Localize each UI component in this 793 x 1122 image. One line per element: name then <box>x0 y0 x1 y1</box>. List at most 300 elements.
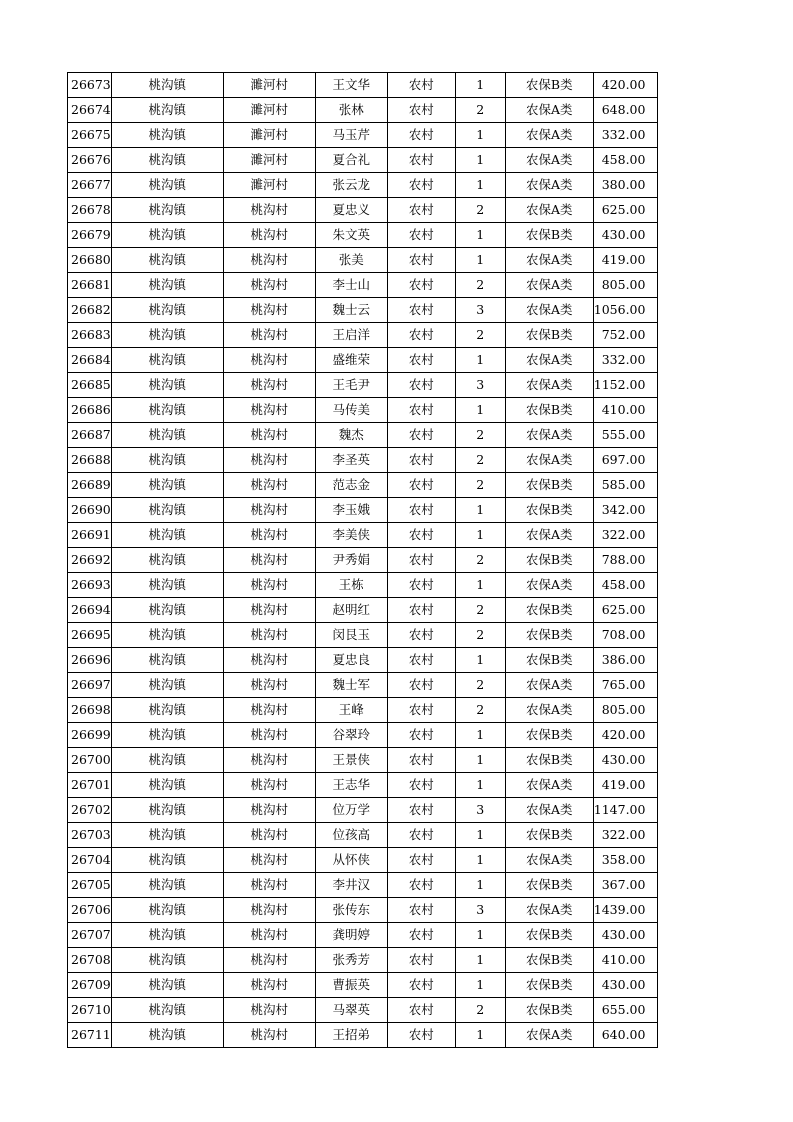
town-cell: 桃沟镇 <box>111 448 223 473</box>
category-cell: 农保A类 <box>505 573 593 598</box>
table-row <box>68 1023 658 1048</box>
record-id-cell: 26694 <box>68 598 112 623</box>
village-cell: 桃沟村 <box>223 623 315 648</box>
village-cell: 桃沟村 <box>223 548 315 573</box>
type-cell: 农村 <box>387 898 455 923</box>
table-row <box>68 73 658 98</box>
name-cell: 张传东 <box>315 898 387 923</box>
category-cell: 农保A类 <box>505 523 593 548</box>
record-id-cell: 26679 <box>68 223 112 248</box>
count-cell: 1 <box>455 848 505 873</box>
table-row <box>68 948 658 973</box>
count-cell: 2 <box>455 598 505 623</box>
record-id-cell: 26704 <box>68 848 112 873</box>
village-cell: 桃沟村 <box>223 823 315 848</box>
village-cell: 桃沟村 <box>223 598 315 623</box>
table-row <box>68 423 658 448</box>
name-cell: 曹振英 <box>315 973 387 998</box>
category-cell: 农保A类 <box>505 373 593 398</box>
record-id-cell: 26696 <box>68 648 112 673</box>
amount-cell: 648.00 <box>593 98 658 123</box>
type-cell: 农村 <box>387 323 455 348</box>
record-id-cell: 26705 <box>68 873 112 898</box>
category-cell: 农保A类 <box>505 898 593 923</box>
category-cell: 农保A类 <box>505 673 593 698</box>
type-cell: 农村 <box>387 473 455 498</box>
count-cell: 1 <box>455 173 505 198</box>
name-cell: 从怀侠 <box>315 848 387 873</box>
village-cell: 桃沟村 <box>223 423 315 448</box>
category-cell: 农保B类 <box>505 723 593 748</box>
type-cell: 农村 <box>387 148 455 173</box>
table-row <box>68 673 658 698</box>
table-row <box>68 98 658 123</box>
count-cell: 1 <box>455 748 505 773</box>
record-id-cell: 26673 <box>68 73 112 98</box>
village-cell: 桃沟村 <box>223 948 315 973</box>
village-cell: 桃沟村 <box>223 748 315 773</box>
table-row <box>68 598 658 623</box>
count-cell: 1 <box>455 73 505 98</box>
town-cell: 桃沟镇 <box>111 298 223 323</box>
name-cell: 魏士云 <box>315 298 387 323</box>
amount-cell: 805.00 <box>593 273 658 298</box>
village-cell: 桃沟村 <box>223 923 315 948</box>
table-row <box>68 323 658 348</box>
record-id-cell: 26676 <box>68 148 112 173</box>
village-cell: 桃沟村 <box>223 498 315 523</box>
count-cell: 1 <box>455 648 505 673</box>
amount-cell: 625.00 <box>593 198 658 223</box>
count-cell: 1 <box>455 823 505 848</box>
town-cell: 桃沟镇 <box>111 223 223 248</box>
village-cell: 桃沟村 <box>223 373 315 398</box>
town-cell: 桃沟镇 <box>111 173 223 198</box>
record-id-cell: 26707 <box>68 923 112 948</box>
type-cell: 农村 <box>387 773 455 798</box>
record-id-cell: 26700 <box>68 748 112 773</box>
record-id-cell: 26695 <box>68 623 112 648</box>
town-cell: 桃沟镇 <box>111 148 223 173</box>
town-cell: 桃沟镇 <box>111 898 223 923</box>
count-cell: 2 <box>455 423 505 448</box>
category-cell: 农保B类 <box>505 498 593 523</box>
village-cell: 桃沟村 <box>223 1023 315 1048</box>
category-cell: 农保B类 <box>505 823 593 848</box>
record-id-cell: 26708 <box>68 948 112 973</box>
village-cell: 桃沟村 <box>223 798 315 823</box>
record-id-cell: 26697 <box>68 673 112 698</box>
table-row <box>68 498 658 523</box>
town-cell: 桃沟镇 <box>111 523 223 548</box>
count-cell: 1 <box>455 123 505 148</box>
count-cell: 1 <box>455 148 505 173</box>
category-cell: 农保B类 <box>505 323 593 348</box>
category-cell: 农保A类 <box>505 123 593 148</box>
count-cell: 1 <box>455 873 505 898</box>
record-id-cell: 26699 <box>68 723 112 748</box>
town-cell: 桃沟镇 <box>111 1023 223 1048</box>
table-row <box>68 823 658 848</box>
record-id-cell: 26681 <box>68 273 112 298</box>
type-cell: 农村 <box>387 348 455 373</box>
amount-cell: 458.00 <box>593 573 658 598</box>
count-cell: 1 <box>455 523 505 548</box>
name-cell: 朱文英 <box>315 223 387 248</box>
town-cell: 桃沟镇 <box>111 873 223 898</box>
record-id-cell: 26686 <box>68 398 112 423</box>
amount-cell: 625.00 <box>593 598 658 623</box>
amount-cell: 410.00 <box>593 398 658 423</box>
table-row <box>68 123 658 148</box>
record-id-cell: 26684 <box>68 348 112 373</box>
town-cell: 桃沟镇 <box>111 473 223 498</box>
town-cell: 桃沟镇 <box>111 573 223 598</box>
village-cell: 濉河村 <box>223 73 315 98</box>
record-id-cell: 26691 <box>68 523 112 548</box>
name-cell: 谷翠玲 <box>315 723 387 748</box>
category-cell: 农保B类 <box>505 598 593 623</box>
amount-cell: 322.00 <box>593 823 658 848</box>
count-cell: 2 <box>455 198 505 223</box>
type-cell: 农村 <box>387 623 455 648</box>
village-cell: 濉河村 <box>223 173 315 198</box>
type-cell: 农村 <box>387 823 455 848</box>
type-cell: 农村 <box>387 298 455 323</box>
amount-cell: 555.00 <box>593 423 658 448</box>
name-cell: 龚明婷 <box>315 923 387 948</box>
category-cell: 农保A类 <box>505 298 593 323</box>
type-cell: 农村 <box>387 873 455 898</box>
record-id-cell: 26677 <box>68 173 112 198</box>
town-cell: 桃沟镇 <box>111 673 223 698</box>
village-cell: 桃沟村 <box>223 873 315 898</box>
town-cell: 桃沟镇 <box>111 273 223 298</box>
type-cell: 农村 <box>387 198 455 223</box>
town-cell: 桃沟镇 <box>111 748 223 773</box>
category-cell: 农保B类 <box>505 998 593 1023</box>
name-cell: 王志华 <box>315 773 387 798</box>
category-cell: 农保A类 <box>505 773 593 798</box>
amount-cell: 367.00 <box>593 873 658 898</box>
type-cell: 农村 <box>387 173 455 198</box>
name-cell: 李玉娥 <box>315 498 387 523</box>
category-cell: 农保B类 <box>505 648 593 673</box>
count-cell: 1 <box>455 248 505 273</box>
name-cell: 夏忠义 <box>315 198 387 223</box>
name-cell: 王文华 <box>315 73 387 98</box>
record-id-cell: 26688 <box>68 448 112 473</box>
category-cell: 农保B类 <box>505 873 593 898</box>
amount-cell: 386.00 <box>593 648 658 673</box>
table-row <box>68 548 658 573</box>
amount-cell: 708.00 <box>593 623 658 648</box>
village-cell: 濉河村 <box>223 148 315 173</box>
category-cell: 农保B类 <box>505 223 593 248</box>
count-cell: 2 <box>455 623 505 648</box>
type-cell: 农村 <box>387 223 455 248</box>
category-cell: 农保A类 <box>505 1023 593 1048</box>
amount-cell: 430.00 <box>593 223 658 248</box>
category-cell: 农保A类 <box>505 248 593 273</box>
record-id-cell: 26689 <box>68 473 112 498</box>
record-id-cell: 26685 <box>68 373 112 398</box>
count-cell: 2 <box>455 323 505 348</box>
town-cell: 桃沟镇 <box>111 773 223 798</box>
record-id-cell: 26687 <box>68 423 112 448</box>
type-cell: 农村 <box>387 798 455 823</box>
count-cell: 1 <box>455 573 505 598</box>
type-cell: 农村 <box>387 848 455 873</box>
type-cell: 农村 <box>387 273 455 298</box>
count-cell: 1 <box>455 223 505 248</box>
village-cell: 桃沟村 <box>223 673 315 698</box>
name-cell: 夏忠良 <box>315 648 387 673</box>
town-cell: 桃沟镇 <box>111 948 223 973</box>
amount-cell: 655.00 <box>593 998 658 1023</box>
record-id-cell: 26711 <box>68 1023 112 1048</box>
village-cell: 桃沟村 <box>223 773 315 798</box>
name-cell: 马翠英 <box>315 998 387 1023</box>
name-cell: 张美 <box>315 248 387 273</box>
name-cell: 张秀芳 <box>315 948 387 973</box>
amount-cell: 765.00 <box>593 673 658 698</box>
town-cell: 桃沟镇 <box>111 798 223 823</box>
category-cell: 农保A类 <box>505 448 593 473</box>
count-cell: 3 <box>455 898 505 923</box>
village-cell: 桃沟村 <box>223 223 315 248</box>
amount-cell: 640.00 <box>593 1023 658 1048</box>
type-cell: 农村 <box>387 123 455 148</box>
type-cell: 农村 <box>387 98 455 123</box>
table-row <box>68 173 658 198</box>
town-cell: 桃沟镇 <box>111 923 223 948</box>
name-cell: 王栋 <box>315 573 387 598</box>
table-row <box>68 773 658 798</box>
amount-cell: 410.00 <box>593 948 658 973</box>
count-cell: 3 <box>455 373 505 398</box>
record-id-cell: 26690 <box>68 498 112 523</box>
town-cell: 桃沟镇 <box>111 198 223 223</box>
village-cell: 桃沟村 <box>223 648 315 673</box>
category-cell: 农保A类 <box>505 273 593 298</box>
village-cell: 桃沟村 <box>223 273 315 298</box>
town-cell: 桃沟镇 <box>111 723 223 748</box>
category-cell: 农保B类 <box>505 398 593 423</box>
amount-cell: 342.00 <box>593 498 658 523</box>
type-cell: 农村 <box>387 523 455 548</box>
name-cell: 位万学 <box>315 798 387 823</box>
category-cell: 农保A类 <box>505 423 593 448</box>
village-cell: 桃沟村 <box>223 473 315 498</box>
table-row <box>68 698 658 723</box>
name-cell: 李井汉 <box>315 873 387 898</box>
count-cell: 1 <box>455 923 505 948</box>
amount-cell: 358.00 <box>593 848 658 873</box>
town-cell: 桃沟镇 <box>111 123 223 148</box>
type-cell: 农村 <box>387 373 455 398</box>
type-cell: 农村 <box>387 398 455 423</box>
type-cell: 农村 <box>387 948 455 973</box>
village-cell: 桃沟村 <box>223 323 315 348</box>
type-cell: 农村 <box>387 698 455 723</box>
category-cell: 农保B类 <box>505 548 593 573</box>
record-id-cell: 26692 <box>68 548 112 573</box>
table-body <box>68 73 658 1048</box>
village-cell: 濉河村 <box>223 98 315 123</box>
name-cell: 马玉芹 <box>315 123 387 148</box>
type-cell: 农村 <box>387 573 455 598</box>
village-cell: 桃沟村 <box>223 348 315 373</box>
village-cell: 桃沟村 <box>223 248 315 273</box>
amount-cell: 1152.00 <box>593 373 658 398</box>
table-row <box>68 873 658 898</box>
type-cell: 农村 <box>387 598 455 623</box>
table-row <box>68 398 658 423</box>
name-cell: 尹秀娟 <box>315 548 387 573</box>
amount-cell: 752.00 <box>593 323 658 348</box>
village-cell: 桃沟村 <box>223 898 315 923</box>
category-cell: 农保A类 <box>505 173 593 198</box>
record-id-cell: 26678 <box>68 198 112 223</box>
town-cell: 桃沟镇 <box>111 848 223 873</box>
table-row <box>68 998 658 1023</box>
count-cell: 3 <box>455 798 505 823</box>
count-cell: 1 <box>455 948 505 973</box>
town-cell: 桃沟镇 <box>111 373 223 398</box>
amount-cell: 419.00 <box>593 248 658 273</box>
record-id-cell: 26702 <box>68 798 112 823</box>
count-cell: 1 <box>455 398 505 423</box>
town-cell: 桃沟镇 <box>111 648 223 673</box>
count-cell: 1 <box>455 1023 505 1048</box>
table-row <box>68 348 658 373</box>
count-cell: 3 <box>455 298 505 323</box>
amount-cell: 805.00 <box>593 698 658 723</box>
name-cell: 王峰 <box>315 698 387 723</box>
record-id-cell: 26709 <box>68 973 112 998</box>
record-id-cell: 26675 <box>68 123 112 148</box>
village-cell: 桃沟村 <box>223 973 315 998</box>
count-cell: 2 <box>455 673 505 698</box>
record-id-cell: 26710 <box>68 998 112 1023</box>
count-cell: 2 <box>455 448 505 473</box>
record-id-cell: 26680 <box>68 248 112 273</box>
category-cell: 农保A类 <box>505 848 593 873</box>
town-cell: 桃沟镇 <box>111 548 223 573</box>
name-cell: 马传美 <box>315 398 387 423</box>
name-cell: 张林 <box>315 98 387 123</box>
category-cell: 农保B类 <box>505 623 593 648</box>
count-cell: 1 <box>455 973 505 998</box>
town-cell: 桃沟镇 <box>111 998 223 1023</box>
count-cell: 2 <box>455 273 505 298</box>
count-cell: 2 <box>455 473 505 498</box>
amount-cell: 322.00 <box>593 523 658 548</box>
category-cell: 农保A类 <box>505 98 593 123</box>
data-table <box>67 72 658 1048</box>
type-cell: 农村 <box>387 648 455 673</box>
table-row <box>68 248 658 273</box>
count-cell: 2 <box>455 998 505 1023</box>
type-cell: 农村 <box>387 448 455 473</box>
category-cell: 农保B类 <box>505 948 593 973</box>
count-cell: 1 <box>455 723 505 748</box>
record-id-cell: 26674 <box>68 98 112 123</box>
name-cell: 王启洋 <box>315 323 387 348</box>
table-row <box>68 748 658 773</box>
type-cell: 农村 <box>387 673 455 698</box>
type-cell: 农村 <box>387 73 455 98</box>
amount-cell: 697.00 <box>593 448 658 473</box>
record-id-cell: 26683 <box>68 323 112 348</box>
table-row <box>68 273 658 298</box>
amount-cell: 380.00 <box>593 173 658 198</box>
amount-cell: 419.00 <box>593 773 658 798</box>
category-cell: 农保A类 <box>505 348 593 373</box>
table-row <box>68 723 658 748</box>
village-cell: 桃沟村 <box>223 573 315 598</box>
table-row <box>68 298 658 323</box>
town-cell: 桃沟镇 <box>111 598 223 623</box>
table-row <box>68 898 658 923</box>
category-cell: 农保B类 <box>505 748 593 773</box>
category-cell: 农保B类 <box>505 73 593 98</box>
table-row <box>68 623 658 648</box>
town-cell: 桃沟镇 <box>111 73 223 98</box>
amount-cell: 420.00 <box>593 73 658 98</box>
table-row <box>68 973 658 998</box>
amount-cell: 788.00 <box>593 548 658 573</box>
type-cell: 农村 <box>387 723 455 748</box>
category-cell: 农保B类 <box>505 923 593 948</box>
count-cell: 1 <box>455 348 505 373</box>
town-cell: 桃沟镇 <box>111 973 223 998</box>
type-cell: 农村 <box>387 973 455 998</box>
count-cell: 2 <box>455 98 505 123</box>
town-cell: 桃沟镇 <box>111 623 223 648</box>
type-cell: 农村 <box>387 923 455 948</box>
type-cell: 农村 <box>387 998 455 1023</box>
town-cell: 桃沟镇 <box>111 248 223 273</box>
town-cell: 桃沟镇 <box>111 498 223 523</box>
type-cell: 农村 <box>387 748 455 773</box>
town-cell: 桃沟镇 <box>111 323 223 348</box>
village-cell: 桃沟村 <box>223 998 315 1023</box>
table-row <box>68 473 658 498</box>
amount-cell: 332.00 <box>593 123 658 148</box>
name-cell: 王景侠 <box>315 748 387 773</box>
village-cell: 桃沟村 <box>223 848 315 873</box>
village-cell: 桃沟村 <box>223 398 315 423</box>
type-cell: 农村 <box>387 548 455 573</box>
amount-cell: 1439.00 <box>593 898 658 923</box>
name-cell: 闵艮玉 <box>315 623 387 648</box>
name-cell: 王毛尹 <box>315 373 387 398</box>
table-row <box>68 148 658 173</box>
name-cell: 赵明红 <box>315 598 387 623</box>
amount-cell: 332.00 <box>593 348 658 373</box>
record-id-cell: 26701 <box>68 773 112 798</box>
record-id-cell: 26698 <box>68 698 112 723</box>
type-cell: 农村 <box>387 423 455 448</box>
table-row <box>68 223 658 248</box>
name-cell: 魏杰 <box>315 423 387 448</box>
village-cell: 桃沟村 <box>223 298 315 323</box>
amount-cell: 1147.00 <box>593 798 658 823</box>
category-cell: 农保B类 <box>505 473 593 498</box>
name-cell: 位孩高 <box>315 823 387 848</box>
